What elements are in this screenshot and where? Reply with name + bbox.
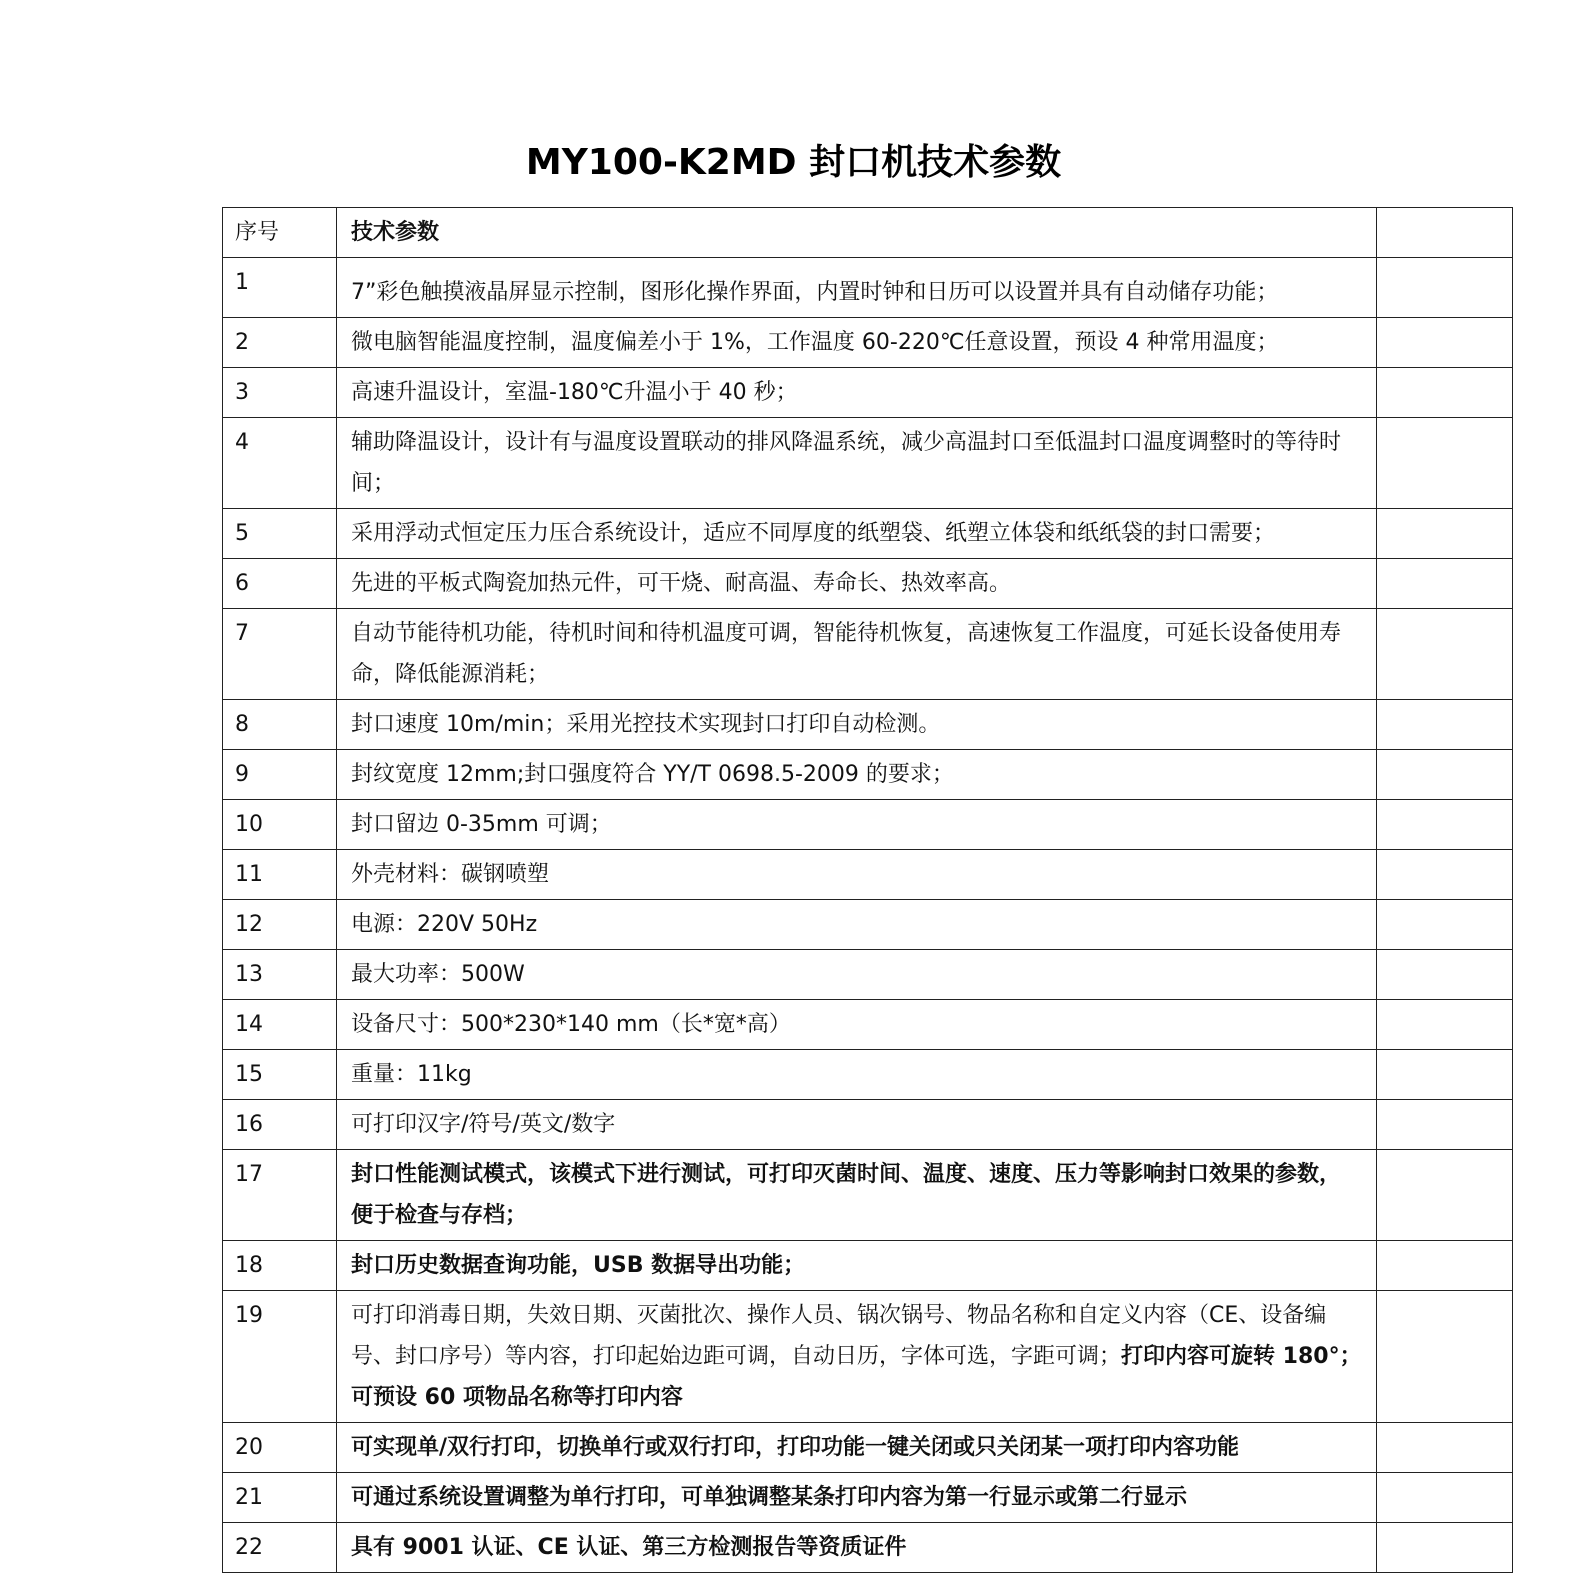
- row-number: 20: [223, 1423, 337, 1473]
- row-param: [337, 609, 1377, 700]
- param-text: 采用浮动式恒定压力压合系统设计，适应不同厚度的纸塑袋、纸塑立体袋和纸纸袋的封口需要；: [351, 521, 1276, 546]
- param-text: 外壳材料：碳钢喷塑: [351, 862, 550, 887]
- table-row: [223, 1100, 1513, 1150]
- param-text-bold: 具有 9001 认证、CE 认证、第三方检测报告等资质证件: [351, 1535, 907, 1560]
- row-param: [337, 700, 1377, 750]
- table-row: [223, 1423, 1513, 1473]
- table-row: [223, 1473, 1513, 1523]
- spec-table: [222, 207, 1513, 1573]
- table-row: [223, 368, 1513, 418]
- param-text: 封纹宽度 12mm;封口强度符合 YY/T 0698.5-2009 的要求；: [351, 762, 954, 787]
- param-text: 可打印汉字/符号/英文/数字: [351, 1112, 616, 1137]
- table-row: [223, 559, 1513, 609]
- row-param: [337, 509, 1377, 559]
- param-text-bold: 打印内容可旋转 180°；可预设 60 项物品名称等打印内容: [351, 1344, 1362, 1410]
- param-text-bold: 可实现单/双行打印，切换单行或双行打印，打印功能一键关闭或只关闭某一项打印内容功能: [351, 1435, 1240, 1460]
- row-param: [337, 950, 1377, 1000]
- row-number: 14: [223, 1000, 337, 1050]
- row-extra: [1377, 1050, 1513, 1100]
- row-extra: [1377, 900, 1513, 950]
- table-row: [223, 418, 1513, 509]
- param-text: 设备尺寸：500*230*140 mm（长*宽*高）: [351, 1012, 791, 1037]
- table-row: [223, 1523, 1513, 1573]
- row-extra: [1377, 1291, 1513, 1423]
- row-param: [337, 1050, 1377, 1100]
- param-text: 微电脑智能温度控制，温度偏差小于 1%，工作温度 60-220℃任意设置，预设 4 种常用温度；: [351, 330, 1279, 355]
- param-text-bold: 封口性能测试模式，该模式下进行测试，可打印灭菌时间、温度、速度、压力等影响封口效果的参数，便于检查与存档；: [351, 1162, 1342, 1228]
- row-extra: [1377, 609, 1513, 700]
- row-param: [337, 1291, 1377, 1423]
- row-param: [337, 1523, 1377, 1573]
- row-extra: [1377, 950, 1513, 1000]
- table-row: [223, 750, 1513, 800]
- row-number: 7: [223, 609, 337, 700]
- row-number: 4: [223, 418, 337, 509]
- row-number: 18: [223, 1241, 337, 1291]
- param-text: 7”彩色触摸液晶屏显示控制，图形化操作界面，内置时钟和日历可以设置并具有自动储存功能；: [351, 280, 1279, 305]
- header-param: 技术参数: [337, 208, 1377, 258]
- param-text: 封口留边 0-35mm 可调；: [351, 812, 612, 837]
- header-no: 序号: [223, 208, 337, 258]
- row-param: [337, 900, 1377, 950]
- row-number: 9: [223, 750, 337, 800]
- row-number: 6: [223, 559, 337, 609]
- param-text: 封口速度 10m/min；采用光控技术实现封口打印自动检测。: [351, 712, 941, 737]
- row-param: [337, 1473, 1377, 1523]
- param-text-bold: 可通过系统设置调整为单行打印，可单独调整某条打印内容为第一行显示或第二行显示: [351, 1485, 1188, 1510]
- document-title: MY100-K2MD 封口机技术参数: [525, 142, 1062, 183]
- row-param: [337, 1000, 1377, 1050]
- row-number: 12: [223, 900, 337, 950]
- row-number: 13: [223, 950, 337, 1000]
- param-text: 高速升温设计，室温-180℃升温小于 40 秒；: [351, 380, 798, 405]
- row-extra: [1377, 1423, 1513, 1473]
- table-row: [223, 509, 1513, 559]
- row-number: 11: [223, 850, 337, 900]
- table-row: [223, 700, 1513, 750]
- row-param: [337, 1423, 1377, 1473]
- row-number: 19: [223, 1291, 337, 1423]
- row-extra: [1377, 1473, 1513, 1523]
- table-row: [223, 258, 1513, 318]
- param-text: 先进的平板式陶瓷加热元件，可干烧、耐高温、寿命长、热效率高。: [351, 571, 1012, 596]
- row-param: [337, 418, 1377, 509]
- row-param: [337, 368, 1377, 418]
- row-extra: [1377, 1000, 1513, 1050]
- table-row: [223, 609, 1513, 700]
- row-extra: [1377, 700, 1513, 750]
- param-text: 自动节能待机功能，待机时间和待机温度可调，智能待机恢复，高速恢复工作温度，可延长设备使用寿命，降低能源消耗；: [351, 621, 1342, 687]
- row-number: 16: [223, 1100, 337, 1150]
- row-extra: [1377, 559, 1513, 609]
- param-text: 电源：220V 50Hz: [351, 912, 538, 937]
- row-param: [337, 750, 1377, 800]
- row-number: 17: [223, 1150, 337, 1241]
- row-extra: [1377, 1150, 1513, 1241]
- table-row: [223, 900, 1513, 950]
- param-text: 最大功率：500W: [351, 962, 525, 987]
- row-number: 1: [223, 258, 337, 318]
- table-row: [223, 1241, 1513, 1291]
- row-number: 3: [223, 368, 337, 418]
- table-row: [223, 950, 1513, 1000]
- table-row: [223, 318, 1513, 368]
- row-extra: [1377, 258, 1513, 318]
- row-extra: [1377, 750, 1513, 800]
- table-row: [223, 1150, 1513, 1241]
- table-row: [223, 1000, 1513, 1050]
- table-row: [223, 1291, 1513, 1423]
- row-param: [337, 258, 1377, 318]
- row-extra: [1377, 318, 1513, 368]
- param-text: 重量：11kg: [351, 1062, 472, 1087]
- header-extra: [1377, 208, 1513, 258]
- row-param: [337, 800, 1377, 850]
- row-param: [337, 318, 1377, 368]
- param-text: 辅助降温设计，设计有与温度设置联动的排风降温系统，减少高温封口至低温封口温度调整时的等待时间；: [351, 430, 1342, 496]
- row-number: 8: [223, 700, 337, 750]
- row-number: 22: [223, 1523, 337, 1573]
- row-param: [337, 1150, 1377, 1241]
- row-extra: [1377, 1241, 1513, 1291]
- row-number: 15: [223, 1050, 337, 1100]
- row-number: 5: [223, 509, 337, 559]
- row-param: [337, 850, 1377, 900]
- row-number: 10: [223, 800, 337, 850]
- row-param: [337, 1241, 1377, 1291]
- row-number: 21: [223, 1473, 337, 1523]
- row-extra: [1377, 800, 1513, 850]
- table-row: [223, 1050, 1513, 1100]
- param-text-bold: 封口历史数据查询功能，USB 数据导出功能；: [351, 1253, 806, 1278]
- table-row: [223, 800, 1513, 850]
- table-header-row: [223, 208, 1513, 258]
- row-param: [337, 559, 1377, 609]
- row-param: [337, 1100, 1377, 1150]
- row-number: 2: [223, 318, 337, 368]
- table-row: [223, 850, 1513, 900]
- row-extra: [1377, 418, 1513, 509]
- row-extra: [1377, 1523, 1513, 1573]
- row-extra: [1377, 368, 1513, 418]
- param-text: 可打印消毒日期，失效日期、灭菌批次、操作人员、锅次锅号、物品名称和自定义内容（CE、设备编号、封口序号）等内容，打印起始边距可调，自动日历，字体可选，字距可调；: [351, 1303, 1327, 1369]
- row-extra: [1377, 1100, 1513, 1150]
- row-extra: [1377, 509, 1513, 559]
- row-extra: [1377, 850, 1513, 900]
